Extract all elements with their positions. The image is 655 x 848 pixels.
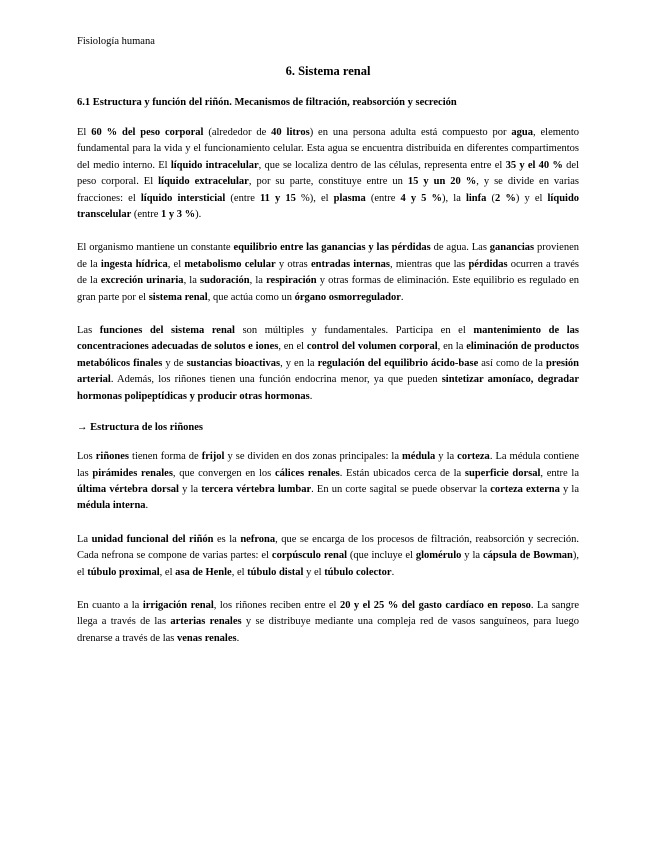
- bold-term: venas renales: [177, 632, 237, 644]
- bold-term: sudoración: [200, 275, 250, 287]
- bold-term: control del volumen corporal: [306, 341, 438, 353]
- bold-term: superficie dorsal: [464, 467, 541, 479]
- bold-term: equilibrio entre las ganancias y las pérdidas: [233, 242, 431, 254]
- bold-term: presión arterial: [77, 357, 580, 386]
- bold-term: riñones: [95, 451, 130, 463]
- bold-term: sistema renal: [148, 291, 208, 303]
- section-title: 6.1 Estructura y función del riñón. Mecanismos de filtración, reabsorción y secreción: [77, 97, 457, 108]
- bold-term: sintetizar amoníaco, degradar hormonas polipeptídicas y producir otras hormonas: [77, 374, 580, 402]
- paragraph-nephron: La unidad funcional del riñón es la nefrona, que se encarga de los procesos de filtración, reabsorción y secreción. Cada nefrona se compone de varias partes: el corpúsculo renal (que incluye el glomérulo y la cápsula de Bowman), el túbulo proximal, el asa de Henle, el túbulo distal y el túbulo colector.: [77, 533, 580, 578]
- bold-term: 60 % del peso corporal: [91, 127, 204, 138]
- bold-term: regulación del equilibrio ácido-base: [317, 357, 479, 369]
- bold-term: agua: [511, 127, 533, 138]
- paragraph-balance: El organismo mantiene un constante equilibrio entre las ganancias y las pérdidas de agua. Las ganancias provienen de la ingesta hídrica, el metabolismo celular y otras entradas internas, mientras que las pérdidas ocurren a través de la excreción urinaria, la sudoración, la respiración y otras formas de eliminación. Este equilibrio es regulado en gran parte por el sistema renal, que actúa como un órgano osmorregulador.: [77, 242, 580, 303]
- bold-term: médula interna: [77, 500, 146, 512]
- bold-term: túbulo proximal: [87, 566, 160, 578]
- bold-term: corpúsculo renal: [271, 550, 347, 562]
- bold-term: sustancias bioactivas: [186, 357, 281, 369]
- bold-term: 35 y el 40 %: [505, 159, 563, 171]
- bold-term: plasma: [333, 192, 366, 204]
- subheading-structure: → Estructura de los riñones: [77, 422, 203, 434]
- bold-term: 2 %: [495, 192, 516, 204]
- bold-term: excreción urinaria: [100, 275, 184, 287]
- bold-term: 11 y 15: [260, 192, 296, 204]
- bold-term: cápsula de Bowman: [483, 550, 573, 562]
- paragraph-shape: Los riñones tienen forma de frijol y se dividen en dos zonas principales: la médula y la corteza. La médula contiene las pirámides renales, que convergen en los cálices renales. Están ubicados cerca de la superficie dorsal, entre la última vértebra dorsal y la tercera vértebra lumbar. En un corte sagital se puede observar la corteza externa y la médula interna.: [77, 451, 580, 512]
- bold-term: ingesta hídrica: [100, 258, 168, 270]
- bold-term: pérdidas: [468, 258, 508, 270]
- bold-term: 20 y el 25 % del gasto cardíaco en reposo: [339, 599, 531, 611]
- bold-term: cálices renales: [274, 467, 340, 479]
- bold-term: irrigación renal: [142, 599, 214, 611]
- bold-term: ganancias: [489, 242, 535, 254]
- bold-term: corteza: [457, 451, 490, 463]
- bold-term: frijol: [201, 451, 225, 463]
- bold-term: metabolismo celular: [184, 258, 276, 270]
- bold-term: líquido intracelular: [170, 159, 259, 171]
- chapter-title: 6. Sistema renal: [285, 64, 371, 78]
- bold-term: arterias renales: [170, 616, 242, 628]
- bold-term: mantenimiento de las concentraciones adecuadas de solutos e iones: [77, 325, 579, 353]
- bold-term: túbulo colector: [324, 566, 392, 578]
- bold-term: 40 litros: [271, 127, 310, 138]
- bold-term: asa de Henle: [175, 566, 232, 578]
- bold-term: 4 y 5 %: [400, 192, 443, 204]
- bold-term: linfa: [465, 192, 487, 204]
- bold-term: nefrona: [240, 533, 276, 545]
- bold-term: 15 y un 20 %: [407, 176, 477, 188]
- bold-term: unidad funcional del riñón: [91, 533, 214, 545]
- paragraph-irrigation: En cuanto a la irrigación renal, los riñones reciben entre el 20 y el 25 % del gasto cardíaco en reposo. La sangre llega a través de las arterias renales y se distribuye mediante una compleja red de vasos sanguíneos, para luego drenarse a través de las venas renales.: [77, 599, 579, 644]
- bold-term: órgano osmorregulador: [294, 291, 401, 303]
- bold-term: líquido intersticial: [140, 192, 226, 204]
- bold-term: última vértebra dorsal: [77, 483, 179, 495]
- bold-term: 1 y 3 %: [160, 209, 196, 221]
- page-header: Fisiología humana: [77, 36, 155, 47]
- bold-term: respiración: [266, 275, 317, 287]
- bold-term: tercera vértebra lumbar: [201, 483, 312, 495]
- paragraph-functions: Las funciones del sistema renal son múltiples y fundamentales. Participa en el mantenimiento de las concentraciones adecuadas de solutos e iones, en el control del volumen corporal, en la eliminación de productos metabólicos finales y de sustancias bioactivas, y en la regulación del equilibrio ácido-base así como de la presión arterial. Además, los riñones tienen una función endocrina menor, ya que pueden sintetizar amoníaco, degradar hormonas polipeptídicas y producir otras hormonas.: [77, 325, 580, 402]
- bold-term: médula: [402, 451, 436, 463]
- bold-term: eliminación de productos metabólicos finales: [77, 341, 579, 369]
- bold-term: líquido transcelular: [77, 192, 580, 221]
- bold-term: entradas internas: [310, 258, 390, 270]
- bold-term: glomérulo: [415, 550, 462, 562]
- bold-term: corteza externa: [490, 483, 560, 495]
- bold-term: líquido extracelular: [158, 176, 249, 188]
- bold-term: pirámides renales: [92, 467, 173, 479]
- bold-term: túbulo distal: [247, 566, 304, 578]
- paragraph-water: El 60 % del peso corporal (alrededor de 40 litros) en una persona adulta está compuesto por agua, elemento fundamental para la vida y el funcionamiento celular. Esta agua se encuentra distribuida en diferentes compartimentos del medio interno. El líquido intracelular, que se localiza dentro de las células, representa entre el 35 y el 40 % del peso corporal. El líquido extracelular, por su parte, constituye entre un 15 y un 20 %, y se divide en varias fracciones: el líquido intersticial (entre 11 y 15 %), el plasma (entre 4 y 5 %), la linfa (2 %) y el líquido transcelular (entre 1 y 3 %).: [77, 127, 580, 221]
- bold-term: funciones del sistema renal: [99, 325, 235, 337]
